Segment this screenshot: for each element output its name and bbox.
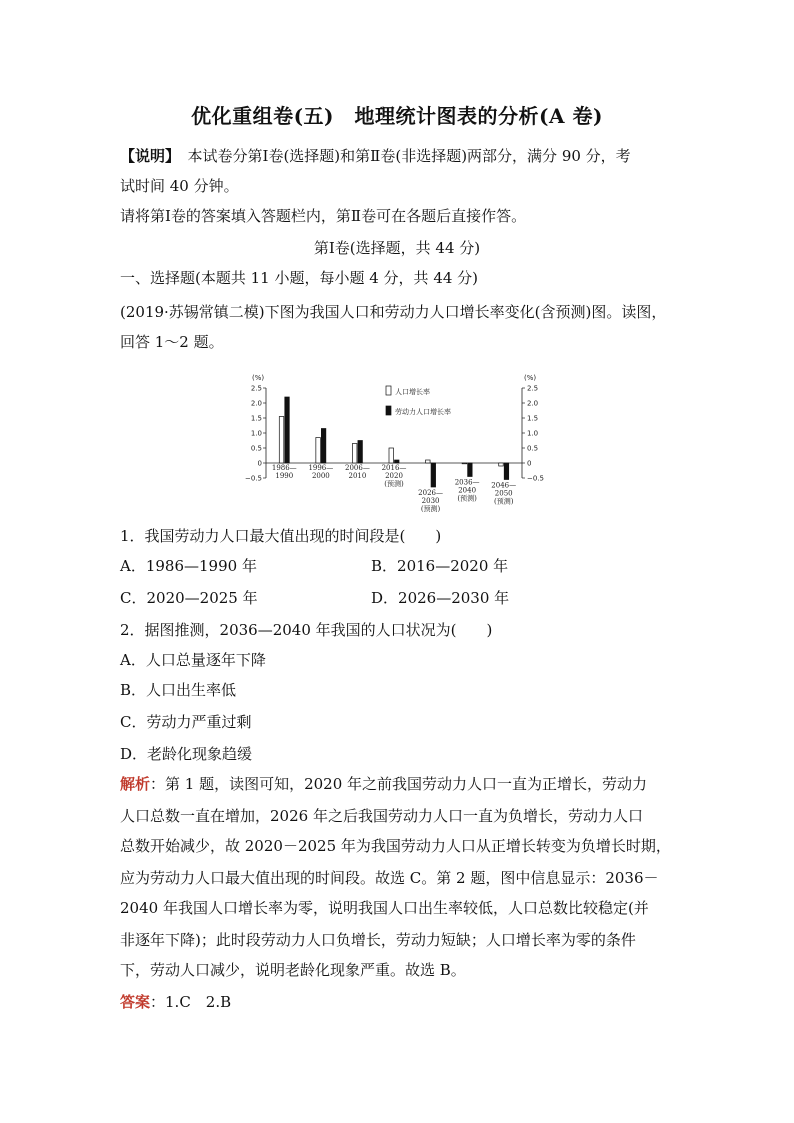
x-category-label-line: 2016— <box>381 464 407 472</box>
x-category-label <box>272 464 297 480</box>
legend-label-labor: 劳动力人口增长率 <box>395 408 451 416</box>
y-tick-label-left: 2.0 <box>250 399 262 408</box>
y-tick-label-right: 1.0 <box>527 429 539 438</box>
x-category-label <box>382 464 407 488</box>
y-axis-label-right: (%) <box>524 374 537 382</box>
q1-option-b: B．2016—2020 年 <box>371 557 509 575</box>
q1-option-d: D．2026—2030 年 <box>371 589 510 607</box>
q1-option-a: A．1986—1990 年 <box>120 557 257 575</box>
q2-option-a: A．人口总量逐年下降 <box>120 651 266 669</box>
population-growth-bar <box>499 463 504 466</box>
y-tick-label-left: 1.0 <box>250 429 262 438</box>
intro-line-1 <box>120 146 680 166</box>
y-tick-label-right: 2.5 <box>527 384 539 393</box>
population-growth-bar <box>462 463 467 464</box>
y-axis-label-left: (%) <box>252 374 265 382</box>
analysis-label: 解析 <box>120 775 151 793</box>
y-tick-label-left: 0.5 <box>250 444 262 453</box>
answer-text: ：1.C 2.B <box>150 993 232 1011</box>
q2-stem: 2．据图推测，2036—2040 年我国的人口状况为( ) <box>120 621 493 639</box>
labor-growth-bar <box>468 463 473 477</box>
x-category-label-line: 2006— <box>345 464 370 472</box>
x-category-label-line: (预测) <box>457 494 477 503</box>
legend-swatch-population <box>386 386 391 395</box>
x-category-label-line: 1986— <box>271 464 297 472</box>
population-growth-bar <box>316 438 321 464</box>
analysis-line-7: 下，劳动人口减少，说明老龄化现象严重。故选 B。 <box>120 961 466 979</box>
analysis-line-3: 总数开始减少，故 2020－2025 年为我国劳动力人口从正增长转变为负增长时期， <box>120 837 671 855</box>
population-growth-bar <box>389 448 394 463</box>
section-heading: 第Ⅰ卷(选择题，共 44 分) <box>313 239 481 257</box>
y-tick-label-right: 1.5 <box>527 414 539 423</box>
labor-growth-bar <box>504 463 509 480</box>
chart-legend <box>386 386 451 416</box>
y-tick-label-right: 2.0 <box>527 399 539 408</box>
x-category-label-line: 1996— <box>308 464 334 472</box>
labor-growth-bar <box>431 463 436 487</box>
answer-label: 答案 <box>120 993 151 1011</box>
analysis-line-4: 应为劳动力人口最大值出现的时间段。故选 C。第 2 题，图中信息显示：2036－ <box>120 869 659 887</box>
x-category-label-line: 1990 <box>275 472 294 480</box>
legend-swatch-labor <box>386 406 391 415</box>
x-category-label-line: 2030 <box>421 497 440 505</box>
y-tick-label-right: 0.5 <box>527 444 539 453</box>
x-category-label-line: (预测) <box>420 505 441 513</box>
population-growth-chart <box>240 368 550 518</box>
intro-line-2: 试时间 40 分钟。 <box>120 177 239 195</box>
x-category-label-line: (预测) <box>384 480 404 488</box>
x-category-label <box>345 464 370 480</box>
x-category-label-line: 2026— <box>418 489 443 497</box>
labor-growth-bar <box>358 441 363 464</box>
labor-growth-bar <box>395 460 400 463</box>
x-category-label-line: 2010 <box>348 472 367 480</box>
intro-label: 【说明】 <box>120 147 173 165</box>
x-category-label-line: 2000 <box>311 472 330 480</box>
y-tick-label-left: 1.5 <box>250 414 262 423</box>
intro-text-1: 本试卷分第Ⅰ卷(选择题)和第Ⅱ卷(非选择题)两部分，满分 90 分，考 <box>172 147 631 165</box>
legend-label-population: 人口增长率 <box>395 388 430 396</box>
q1-stem: 1．我国劳动力人口最大值出现的时间段是( ) <box>120 527 442 545</box>
q2-option-c: C．劳动力严重过剩 <box>120 713 252 731</box>
x-category-label-line: (预测) <box>493 497 514 506</box>
analysis-text-1: ：第 1 题，读图可知，2020 年之前我国劳动力人口一直为正增长，劳动力 <box>150 775 648 793</box>
x-category-label <box>308 464 333 480</box>
x-category-label-line: 2046— <box>491 481 517 490</box>
page-title: 优化重组卷(五) 地理统计图表的分析(A 卷) <box>191 104 603 128</box>
q2-option-d: D．老龄化现象趋缓 <box>120 745 253 763</box>
labor-growth-bar <box>285 397 290 463</box>
analysis-line-5: 2040 年我国人口增长率为零，说明我国人口出生率较低，人口总数比较稳定(并 <box>120 899 649 917</box>
y-tick-label-right: −0.5 <box>527 474 544 483</box>
population-growth-bar <box>279 417 284 464</box>
labor-growth-bar <box>321 429 326 464</box>
x-category-label-line: 2020 <box>385 472 403 480</box>
population-growth-bar <box>426 460 431 463</box>
stem-line-2: 回答 1～2 题。 <box>120 333 224 351</box>
part-heading: 一、选择题(本题共 11 小题，每小题 4 分，共 44 分) <box>120 269 479 287</box>
q1-option-c: C．2020—2025 年 <box>120 589 258 607</box>
intro-line-3: 请将第Ⅰ卷的答案填入答题栏内，第Ⅱ卷可在各题后直接作答。 <box>120 207 527 225</box>
y-tick-label-left: −0.5 <box>245 474 262 483</box>
x-category-label <box>418 489 443 513</box>
population-growth-bar <box>352 444 357 464</box>
q2-option-b: B．人口出生率低 <box>120 681 237 699</box>
stem-line-1: (2019·苏锡常镇二模)下图为我国人口和劳动力人口增长率变化(含预测)图。读图， <box>120 303 667 321</box>
analysis-line-1 <box>120 774 680 794</box>
x-category-label-line: 2036— <box>454 478 480 487</box>
answer-line <box>120 992 680 1012</box>
analysis-line-6: 非逐年下降)；此时段劳动力人口负增长，劳动力短缺；人口增长率为零的条件 <box>120 931 636 949</box>
analysis-line-2: 人口总数一直在增加，2026 年之后我国劳动力人口一直为负增长，劳动力人口 <box>120 807 643 825</box>
y-tick-label-left: 2.5 <box>250 384 262 393</box>
x-category-label <box>491 482 516 506</box>
y-tick-label-left: 0 <box>257 459 262 468</box>
x-category-label-line: 2050 <box>494 489 513 498</box>
x-category-label-line: 2040 <box>458 486 477 495</box>
x-category-label <box>455 479 480 503</box>
y-tick-label-right: 0 <box>527 459 532 468</box>
